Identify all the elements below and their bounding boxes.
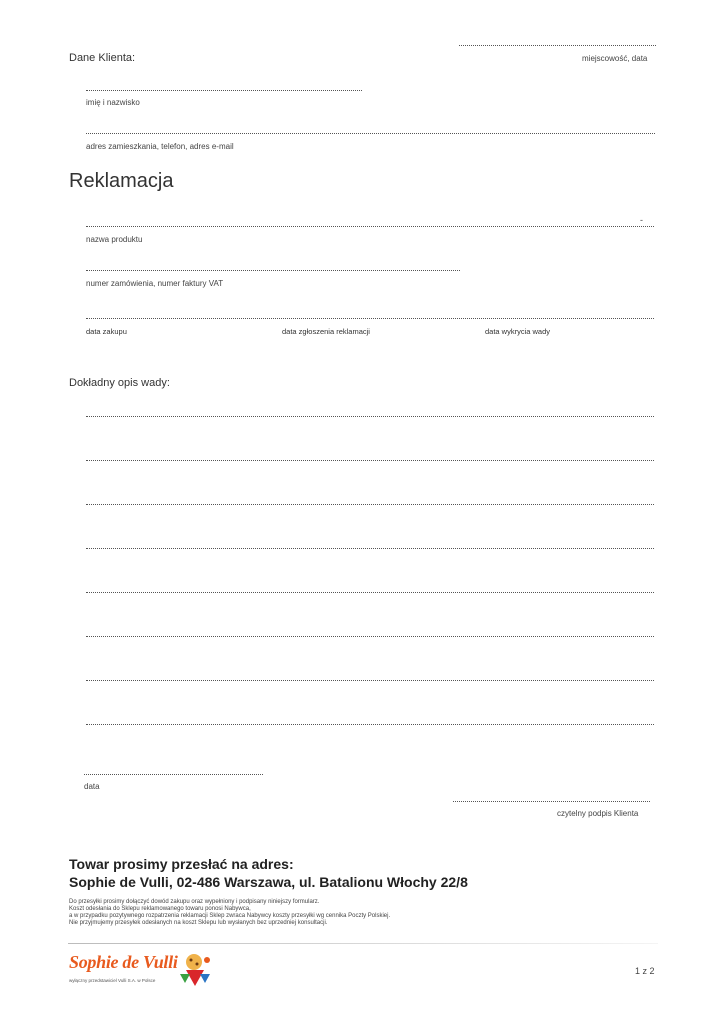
description-line[interactable] bbox=[86, 416, 654, 417]
order-field[interactable] bbox=[86, 270, 460, 271]
page-number: 1 z 2 bbox=[635, 966, 655, 976]
giraffe-icon bbox=[166, 950, 214, 990]
description-line[interactable] bbox=[86, 504, 654, 505]
shipping-note: Koszt odesłania do Sklepu reklamowanego towaru ponosi Nabywca, bbox=[69, 906, 251, 912]
shipping-heading: Towar prosimy przesłać na adres: bbox=[69, 856, 294, 872]
name-label: imię i nazwisko bbox=[86, 98, 140, 107]
description-line[interactable] bbox=[86, 680, 654, 681]
description-line[interactable] bbox=[86, 592, 654, 593]
footer-divider bbox=[68, 943, 658, 944]
signature-field[interactable] bbox=[453, 801, 650, 802]
address-label: adres zamieszkania, telefon, adres e-mail bbox=[86, 142, 234, 151]
shipping-note: Do przesyłki prosimy dołączyć dowód zakupu oraz wypełniony i podpisany niniejszy formularz. bbox=[69, 899, 320, 905]
address-field[interactable] bbox=[86, 133, 655, 134]
description-line[interactable] bbox=[86, 636, 654, 637]
name-field[interactable] bbox=[86, 90, 362, 91]
shipping-address: Sophie de Vulli, 02-486 Warszawa, ul. Batalionu Włochy 22/8 bbox=[69, 874, 468, 890]
product-dash: - bbox=[640, 215, 643, 225]
product-field[interactable] bbox=[86, 226, 654, 227]
description-line[interactable] bbox=[86, 460, 654, 461]
date-field[interactable] bbox=[84, 774, 263, 775]
description-label: Dokładny opis wady: bbox=[69, 377, 170, 389]
description-line[interactable] bbox=[86, 548, 654, 549]
shipping-note: a w przypadku pozytywnego rozpatrzenia reklamacji Sklep zwraca Nabywcy koszty przesyłki wg cennika Poczty Polskiej. bbox=[69, 913, 391, 919]
order-label: numer zamówienia, numer faktury VAT bbox=[86, 279, 224, 288]
shipping-note: Nie przyjmujemy przesyłek odesłanych na koszt Sklepu lub wysłanych bez uprzedniej konsultacji. bbox=[69, 920, 328, 926]
client-section-label: Dane Klienta: bbox=[69, 52, 136, 64]
defect-date-label: data wykrycia wady bbox=[485, 327, 551, 336]
logo-text: Sophie de Vulli bbox=[69, 952, 178, 972]
report-date-label: data zgłoszenia reklamacji bbox=[282, 327, 370, 336]
brand-logo bbox=[66, 948, 216, 990]
date-label: data bbox=[84, 782, 100, 791]
page-title: Reklamacja bbox=[69, 170, 174, 192]
dates-field[interactable] bbox=[86, 318, 654, 319]
description-line[interactable] bbox=[86, 724, 654, 725]
place-date-field[interactable] bbox=[459, 45, 656, 46]
logo-tagline: wyłączny przedstawiciel Vulli S.A. w Polsce bbox=[69, 978, 156, 983]
product-label: nazwa produktu bbox=[86, 235, 143, 244]
signature-label: czytelny podpis Klienta bbox=[557, 809, 639, 818]
place-date-label: miejscowość, data bbox=[582, 54, 648, 63]
purchase-date-label: data zakupu bbox=[86, 327, 127, 336]
